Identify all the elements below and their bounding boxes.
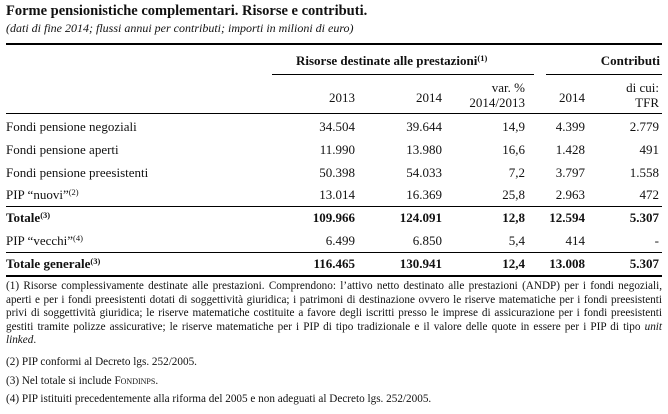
row-label: Totale generale$^{(3)}$ <box>6 256 101 271</box>
col-header-2013: 2013 <box>329 90 355 105</box>
table-subtitle: (dati di fine 2014; flussi annui per contributi; importi in milioni di euro) <box>6 21 354 35</box>
cell-2013: 116.465 <box>313 256 355 271</box>
cell-var: 12,4 <box>502 256 525 271</box>
col-header-tfr-line1: di cui: <box>626 80 659 95</box>
contributi-group-rule <box>546 74 662 75</box>
footnote-2: (2) PIP conformi al Decreto lgs. 252/2005. <box>6 356 197 368</box>
header-risorse-group: Risorse destinate alle prestazioni$^{(1)}$ <box>296 53 488 68</box>
table-title: Forme pensionistiche complementari. Risorse e contributi. <box>6 3 368 19</box>
cell-2013: 109.966 <box>312 210 355 225</box>
cell-2014: 13.980 <box>406 142 442 157</box>
footnote-3: (3) Nel totale si include Fondinps. <box>6 375 159 387</box>
cell-contrib-2014: 2.963 <box>555 187 585 202</box>
cell-contrib-2014: 13.008 <box>549 256 585 271</box>
cell-2014: 124.091 <box>399 210 442 225</box>
cell-tfr: 491 <box>639 142 659 157</box>
header-contributi-group: Contributi <box>600 53 660 68</box>
cell-2014: 16.369 <box>406 187 442 202</box>
row-label: PIP “vecchi”$^{(4)}$ <box>6 233 83 248</box>
totale-generale-rule <box>6 252 662 253</box>
cell-var: 5,4 <box>508 233 525 248</box>
cell-tfr: - <box>654 233 659 248</box>
header-rule <box>6 113 662 114</box>
cell-2014: 54.033 <box>406 165 442 180</box>
footnote-4: (4) PIP istituiti precedentemente alla riforma del 2005 e non adeguati al Decreto lgs. 252/2005. <box>6 393 432 405</box>
cell-2013: 11.990 <box>319 142 355 157</box>
cell-var: 14,9 <box>502 119 525 134</box>
cell-contrib-2014: 3.797 <box>555 165 585 180</box>
cell-tfr: 5.307 <box>629 256 659 271</box>
cell-tfr: 2.779 <box>629 119 659 134</box>
cell-contrib-2014: 1.428 <box>555 142 585 157</box>
cell-contrib-2014: 12.594 <box>549 210 585 225</box>
cell-2014: 6.850 <box>412 233 442 248</box>
cell-2013: 50.398 <box>319 165 355 180</box>
cell-tfr: 5.307 <box>629 210 659 225</box>
col-header-tfr-line2: TFR <box>635 95 659 110</box>
row-label: Fondi pensione aperti <box>6 142 119 157</box>
col-header-contrib-2014: 2014 <box>559 90 585 105</box>
cell-var: 25,8 <box>502 187 525 202</box>
row-label: Fondi pensione preesistenti <box>6 165 149 180</box>
col-header-2014: 2014 <box>416 90 442 105</box>
row-label: Fondi pensione negoziali <box>6 119 137 134</box>
cell-tfr: 472 <box>639 187 659 202</box>
totale-rule <box>6 206 662 207</box>
cell-contrib-2014: 4.399 <box>555 119 585 134</box>
cell-2013: 13.014 <box>319 187 355 202</box>
cell-2014: 130.941 <box>399 256 442 271</box>
cell-2014: 39.644 <box>406 119 442 134</box>
row-label: Totale$^{(3)}$ <box>6 210 51 225</box>
cell-var: 12,8 <box>502 210 525 225</box>
cell-var: 7,2 <box>508 165 525 180</box>
col-header-var-line1: var. % <box>491 80 525 95</box>
top-rule <box>6 43 662 45</box>
risorse-group-rule <box>272 74 534 75</box>
cell-2013: 6.499 <box>325 233 355 248</box>
cell-contrib-2014: 414 <box>565 233 585 248</box>
cell-tfr: 1.558 <box>629 165 659 180</box>
row-label: PIP “nuovi”$^{(2)}$ <box>6 187 79 202</box>
cell-2013: 34.504 <box>319 119 355 134</box>
bottom-rule <box>6 275 662 277</box>
footnote-1: (1) Risorse complessivamente destinate alle prestazioni. Comprendono: l’attivo netto destinato alle prestazioni (ANDP) per i fondi negoziali, aperti e per i fondi preesistenti dotati di soggettività giuridica; i patrimoni di destinazione ovvero le riserve matematiche per i fondi preesistenti privi di soggettività giuridica; le riserve matematiche costituite a favore degli iscritti presso le imprese di assicurazione per i fondi preesistenti gestiti tramite polizze assicurative; le riserve matematiche per i PIP di tipo tradizionale e il valore delle quote in essere per i PIP di tipo unit linked. <box>6 280 662 347</box>
cell-var: 16,6 <box>502 142 525 157</box>
col-header-var-line2: 2014/2013 <box>469 95 525 110</box>
